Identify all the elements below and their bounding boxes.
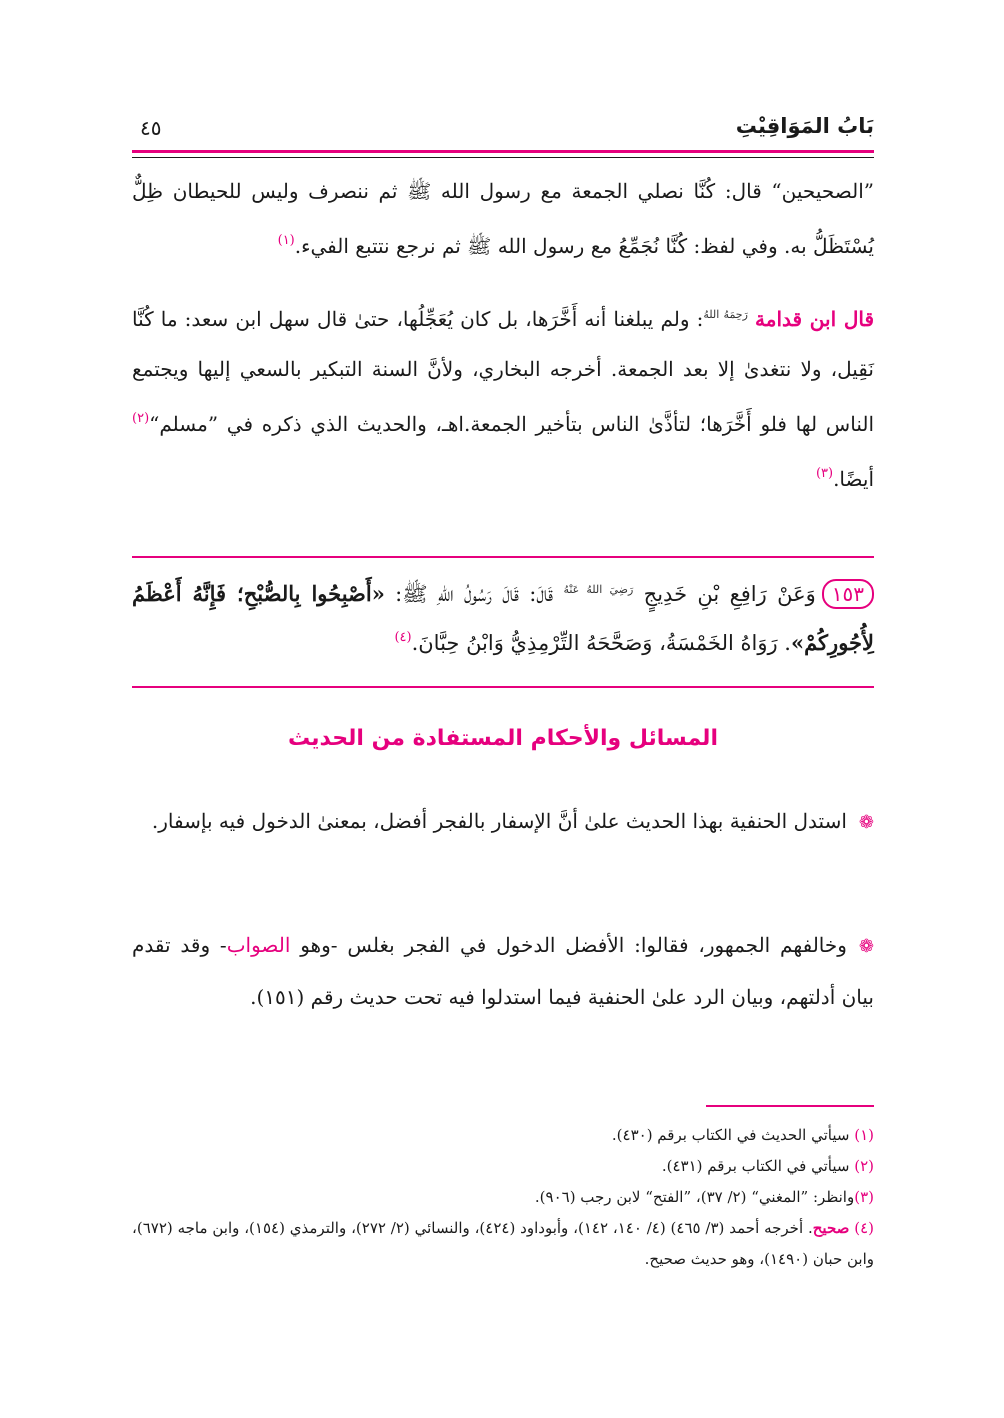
header-rule-pink — [132, 150, 874, 153]
flower-bullet-icon: ❁ — [858, 812, 874, 833]
footnote-1-num: (١) — [854, 1126, 874, 1144]
header-rule-black — [132, 157, 874, 158]
point-1 — [132, 796, 874, 848]
footnote-4-grade: صحيح — [812, 1219, 850, 1237]
hadith-intro: وَعَنْ رَافِعِ بْنِ خَدِيجٍ — [643, 582, 816, 606]
speaker-name: قال ابن قدامة — [755, 307, 875, 331]
hadith-box-bottom-rule — [132, 686, 874, 688]
chapter-title: بَابُ المَوَاقِيْتِ — [735, 114, 874, 138]
point-1-text: استدل الحنفية بهذا الحديث علىٰ أنَّ الإسفار بالفجر أفضل، بمعنىٰ الدخول فيه بإسفار. — [151, 809, 847, 833]
footnote-4-text: . أخرجه أحمد (٣/ ٤٦٥) (٤/ ١٤٠، ١٤٢)، وأبوداود (٤٢٤)، والنسائي (٢/ ٢٧٢)، والترمذي (١٥٤)، وابن ماجه (٦٧٢)، وابن حبان (١٤٩٠)، وهو حديث صحيح. — [132, 1219, 874, 1268]
point-2-text-a: وخالفهم الجمهور، فقالوا: الأفضل الدخول في الفجر بغلس -وهو — [290, 933, 847, 957]
point-2 — [132, 920, 874, 1022]
footnote-1-text: سيأتي الحديث في الكتاب برقم (٤٣٠). — [611, 1126, 855, 1144]
paragraph-2 — [132, 290, 874, 504]
footnote-3-text: وانظر: ”المغني“ (٢/ ٣٧)، ”الفتح“ لابن رجب (٩٠٦). — [534, 1188, 855, 1206]
hadith-text — [132, 568, 874, 665]
hadith-box-top-rule — [132, 556, 874, 558]
footnote-ref-1[interactable]: (١) — [277, 233, 295, 248]
hadith-said: قَالَ: قَالَ رَسُولُ اللهِ ﷺ: — [384, 582, 564, 606]
footnote-2-num: (٢) — [854, 1157, 874, 1175]
paragraph-2-text: : ولم يبلغنا أنه أَخَّرَها، بل كان يُعَجِّلُها، حتىٰ قال سهل ابن سعد: ما كُنَّا نَقِيل، ولا نتغدىٰ إلا بعد الجمعة. أخرجه البخاري، ولأنَّ السنة التبكير بالسعي إليها ويجتمع الناس لها فلو أَخَّرَها؛ لتأذَّىٰ الناس بتأخير الجمعة.اهـ، والحديث الذي ذكره في ”مسلم“ — [132, 307, 874, 436]
flower-bullet-icon: ❁ — [858, 936, 874, 957]
footnote-ref-4[interactable]: (٤) — [394, 630, 412, 645]
footnote-2 — [132, 1151, 874, 1182]
footnote-3 — [132, 1182, 874, 1213]
footnote-1 — [132, 1120, 874, 1151]
footnote-4 — [132, 1213, 874, 1275]
hadith-honorific: رَضِيَ اللهُ عَنْهُ — [563, 583, 634, 596]
hadith-tail: . رَوَاهُ الخَمْسَةُ، وَصَحَّحَهُ التِّرْمِذِيُّ وَابْنُ حِبَّانَ. — [411, 631, 791, 655]
footnote-ref-2[interactable]: (٢) — [132, 411, 150, 426]
section-title: المسائل والأحكام المستفادة من الحديث — [288, 726, 718, 751]
footnote-separator — [706, 1105, 874, 1107]
footnote-2-text: سيأتي في الكتاب برقم (٤٣١). — [661, 1157, 855, 1175]
hadith-number-badge: ١٥٣ — [822, 579, 874, 609]
footnotes — [132, 1120, 874, 1275]
paragraph-1-text: ”الصحيحين“ قال: كُنَّا نصلي الجمعة مع رسول الله ﷺ ثم ننصرف وليس للحيطان ظِلٌّ يُسْتَظَلُّ به. وفي لفظ: كُنَّا نُجَمِّعُ مع رسول الله ﷺ ثم نرجع نتتبع الفيء. — [132, 179, 874, 258]
footnote-3-num: (٣) — [854, 1188, 874, 1206]
paragraph-1 — [132, 166, 874, 271]
point-2-text-b: - وقد تقدم بيان أدلتهم، وبيان الرد علىٰ الحنفية فيما استدلوا فيه تحت حديث رقم (١٥١). — [132, 933, 874, 1009]
hadith-quote: «أَصْبِحُوا بِالصُّبْحِ؛ فَإِنَّهُ أَعْظَمُ لِأُجُورِكُمْ» — [132, 581, 874, 655]
page-number: ٤٥ — [140, 116, 162, 140]
honorific-mark: رَحِمَهُ اللهُ — [703, 308, 748, 321]
running-header — [132, 108, 874, 148]
highlight-word: الصواب — [226, 933, 291, 957]
footnote-4-num: (٤) — [854, 1219, 875, 1237]
footnote-ref-3[interactable]: (٣) — [815, 466, 834, 481]
paragraph-2-end: أيضًا. — [833, 467, 874, 491]
